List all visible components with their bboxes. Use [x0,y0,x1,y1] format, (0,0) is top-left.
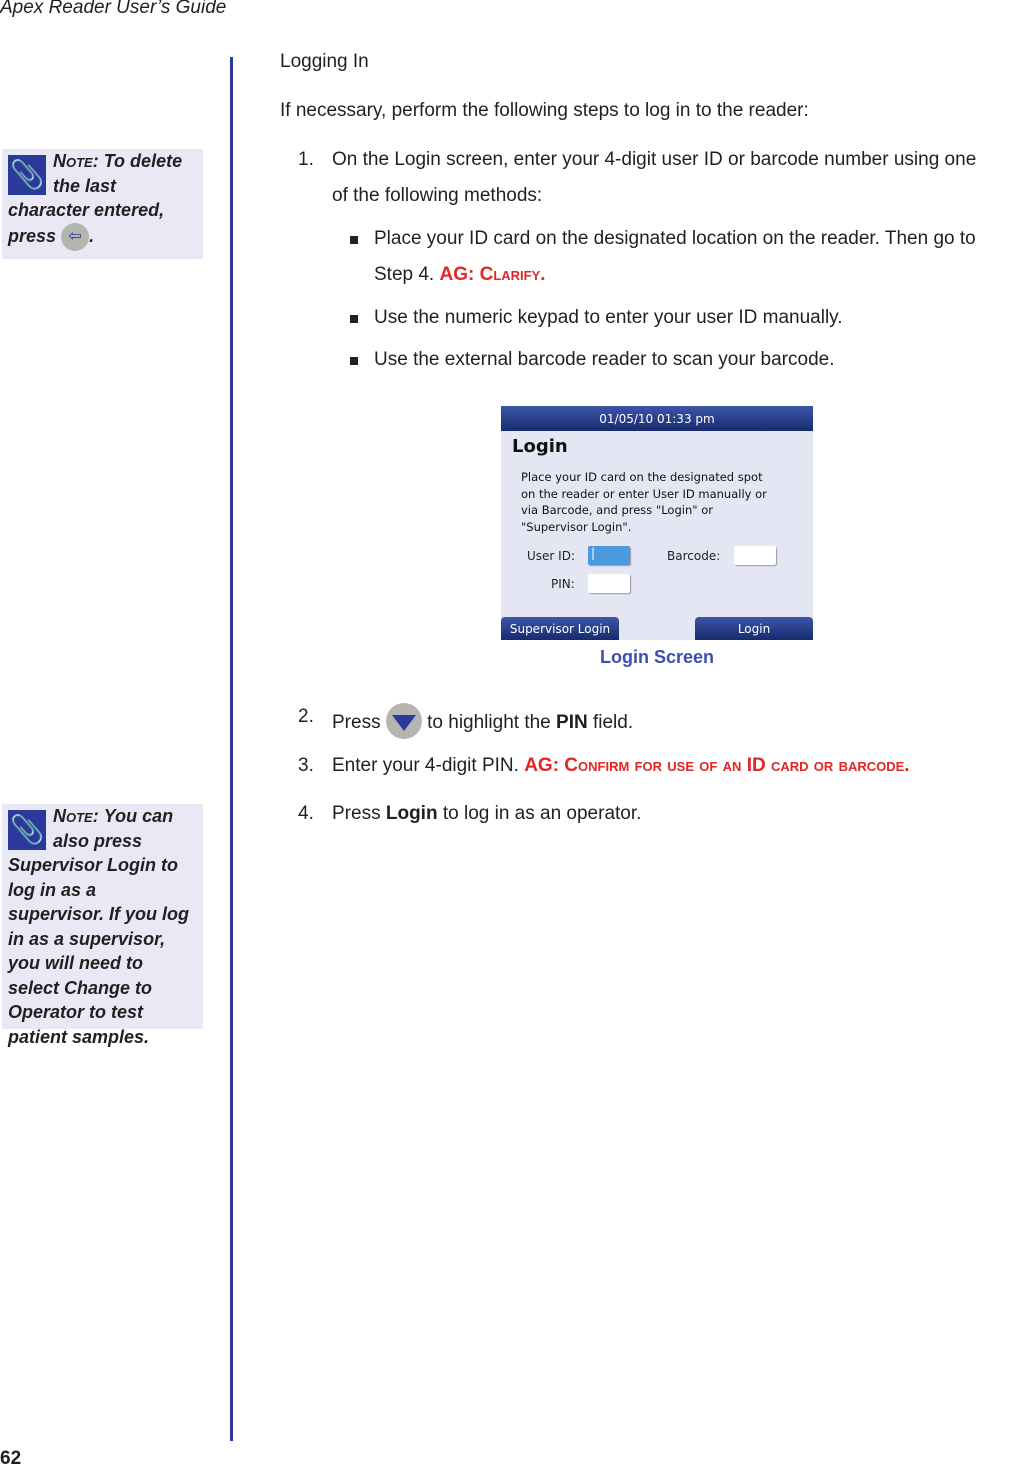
note-tail: . [89,225,95,246]
ag-comment: AG: Confirm for use of an ID card or barcode. [524,755,910,776]
step3-text: Enter your 4-digit PIN. [332,755,519,776]
bullet-text: Use the numeric keypad to enter your user ID manually. [374,307,843,328]
login-emphasis: Login [385,803,438,824]
screen-message [521,469,767,536]
step2-text [332,705,633,741]
margin-rule [230,57,233,1441]
intro-text: If necessary, perform the following steps to log in to the reader: [280,100,809,121]
step1-text-cont: of the following methods: [332,185,543,206]
message-line: "Supervisor Login". [521,520,632,535]
login-button[interactable]: Login [695,617,813,640]
backspace-arrow-icon: ⇦ [61,223,89,251]
pin-emphasis: PIN [556,712,588,734]
step-text: field. [592,712,634,734]
figure-caption: Login Screen [599,647,715,667]
barcode-field[interactable] [734,546,776,565]
section-title: Logging In [280,51,369,72]
pin-label: PIN: [551,577,575,591]
step1-text: On the Login screen, enter your 4-digit user ID or barcode number using one [332,149,977,170]
message-line: Place your ID card on the designated spot [521,470,763,484]
bullet-text-cont: Step 4. [374,264,435,285]
paperclip-icon: 📎 [8,155,46,195]
barcode-label: Barcode: [667,549,721,563]
note-text: You can also press Supervisor Login to log in as a supervisor. If you log in as a supervisor, you will need to select Change to Operator to test patient samples. [8,806,190,1047]
step-text: Press [332,803,381,824]
message-line: via Barcode, and press "Login" or [521,503,713,518]
step-number: 4. [298,803,314,824]
bullet-text: Use the external barcode reader to scan your barcode. [374,349,835,370]
step-number: 1. [298,149,314,170]
message-line: on the reader or enter User ID manually or [521,486,767,501]
step-text: to log in as an operator. [442,803,642,824]
note-text: To delete the last character entered, press [8,151,183,246]
ag-comment: AG: Clarify. [439,264,546,285]
down-arrow-button-icon [386,703,422,739]
supervisor-login-button[interactable]: Supervisor Login [501,617,619,640]
pin-field[interactable] [588,574,630,593]
login-screen-figure [501,406,813,640]
screen-title: Login [512,436,568,457]
bullet-icon [350,357,358,365]
note-label: Note: [53,806,99,826]
user-id-field[interactable]: | [588,546,630,565]
note-label: Note: [53,151,99,171]
datetime-bar: 01/05/10 01:33 pm [501,406,813,431]
user-id-label: User ID: [527,549,575,563]
step-number: 3. [298,755,314,776]
bullet-text: Place your ID card on the designated location on the reader. Then go to [374,228,976,249]
step-text: Press [332,712,381,734]
bullet-icon [350,236,358,244]
running-header: Apex Reader User’s Guide [0,0,227,18]
note-supervisor [2,804,203,1047]
paperclip-icon: 📎 [8,810,46,850]
page-number: 62 [0,1448,22,1469]
bullet-icon [350,315,358,323]
step-text: to highlight the [427,712,551,734]
note-delete [2,149,203,259]
step-number: 2. [298,706,314,727]
